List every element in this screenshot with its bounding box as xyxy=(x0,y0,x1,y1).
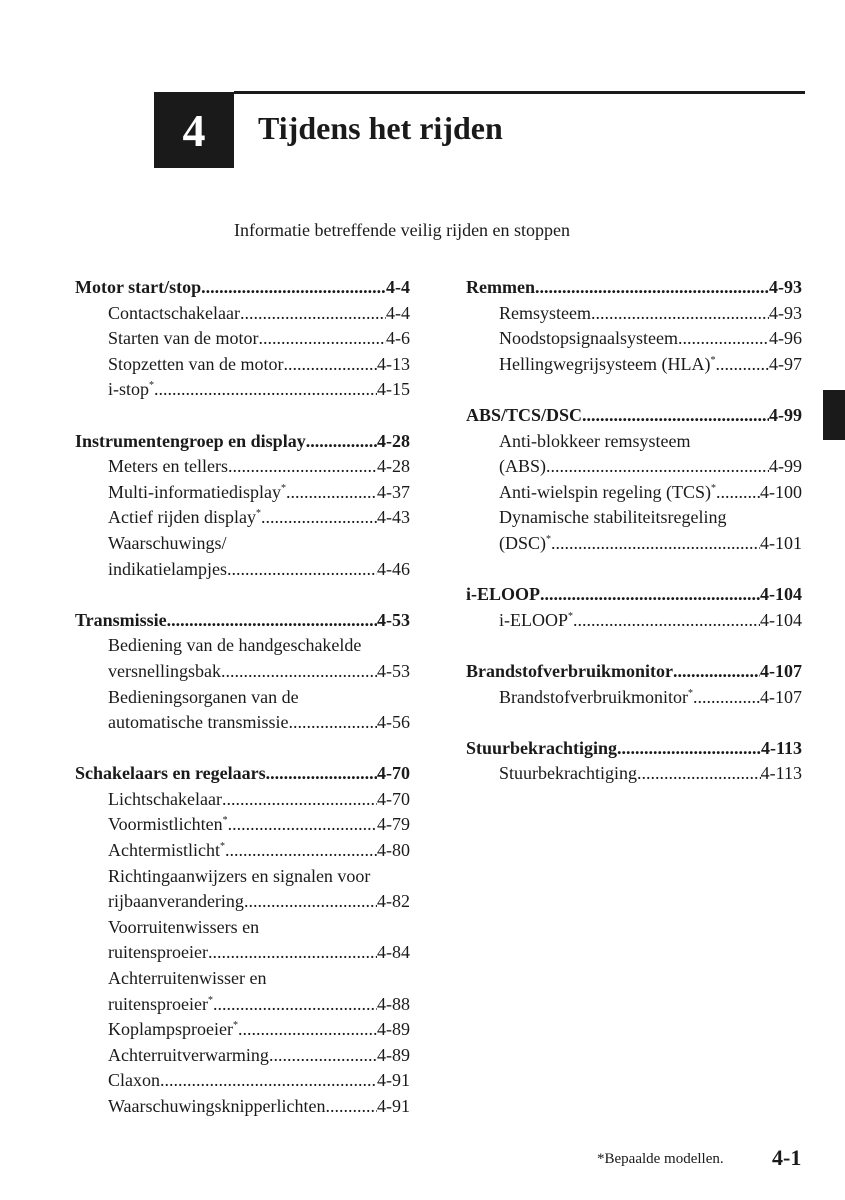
toc-entry[interactable] xyxy=(75,787,410,813)
toc-entry[interactable] xyxy=(75,352,410,378)
toc-entry[interactable] xyxy=(75,326,410,352)
toc-page-ref: 4-6 xyxy=(386,328,410,349)
dot-leader xyxy=(551,531,760,557)
dot-leader xyxy=(693,685,760,711)
footnote-asterisk: * xyxy=(710,482,716,494)
toc-entry-label: Bediening van de handgeschakelde xyxy=(108,635,362,656)
toc-entry[interactable] xyxy=(466,326,802,352)
toc-entry[interactable] xyxy=(75,940,410,966)
toc-entry-label: Brandstofverbruikmonitor xyxy=(499,686,688,707)
toc-entry-label: Anti-blokkeer remsysteem xyxy=(499,430,691,451)
toc-column-left xyxy=(75,275,410,1145)
toc-entry-label: Contactschakelaar xyxy=(108,302,240,323)
toc-entry[interactable] xyxy=(75,557,410,583)
toc-entry-label: Hellingwegrijsysteem (HLA) xyxy=(499,353,711,374)
dot-leader xyxy=(546,454,769,480)
section-tab-marker xyxy=(823,390,845,440)
footnote-asterisk: * xyxy=(255,508,261,520)
chapter-number: 4 xyxy=(182,104,206,156)
toc-page-ref: 4-70 xyxy=(377,788,410,809)
toc-entry[interactable] xyxy=(75,1043,410,1069)
toc-entry-label: Noodstopsignaalsysteem xyxy=(499,328,678,349)
dot-leader xyxy=(286,480,377,506)
toc-heading-label: Remmen xyxy=(466,277,535,297)
dot-leader xyxy=(221,659,377,685)
toc-heading[interactable] xyxy=(466,275,802,301)
toc-page-ref: 4-93 xyxy=(769,277,802,297)
toc-entry-label: Stuurbekrachtiging xyxy=(499,763,637,784)
toc-entry[interactable] xyxy=(466,301,802,327)
toc-page-ref: 4-101 xyxy=(760,532,802,553)
dot-leader xyxy=(582,403,769,429)
toc-entry[interactable] xyxy=(75,1094,410,1120)
page-number: 4-1 xyxy=(772,1145,802,1170)
toc-page-ref: 4-37 xyxy=(377,481,410,502)
toc-page-ref: 4-104 xyxy=(760,584,802,605)
dot-leader xyxy=(540,582,760,608)
dot-leader xyxy=(227,557,377,583)
toc-heading-label: Instrumentengroep en display xyxy=(75,430,306,451)
toc-entry[interactable] xyxy=(466,761,802,787)
toc-page-ref: 4-43 xyxy=(377,507,410,528)
toc-entry-label: Waarschuwingsknipperlichten xyxy=(108,1096,326,1116)
toc-page-ref: 4-79 xyxy=(377,814,410,835)
toc-page-ref: 4-82 xyxy=(377,891,410,912)
toc-section xyxy=(466,736,802,787)
toc-entry-label: indikatielampjes xyxy=(108,558,227,579)
toc-page-ref: 4-4 xyxy=(386,277,410,297)
dot-leader xyxy=(167,608,377,634)
toc-entry[interactable] xyxy=(75,377,410,403)
toc-entry-label: Multi-informatiedisplay xyxy=(108,481,281,502)
toc-page-ref: 4-56 xyxy=(377,712,410,733)
dot-leader xyxy=(269,1043,377,1069)
toc-entry-label: Koplampsproeier xyxy=(108,1019,233,1040)
footnote-asterisk: * xyxy=(568,610,573,622)
toc-page-ref: 4-91 xyxy=(377,1096,410,1116)
toc-entry-label: (DSC) xyxy=(499,532,547,553)
toc-entry[interactable] xyxy=(75,633,410,659)
toc-page-ref: 4-97 xyxy=(769,353,802,374)
toc-page-ref: 4-46 xyxy=(377,558,410,579)
toc-entry[interactable] xyxy=(75,915,410,941)
toc-page-ref: 4-53 xyxy=(377,660,410,681)
toc-entry-label: i-stop xyxy=(108,379,150,400)
toc-page-ref: 4-96 xyxy=(769,328,802,349)
toc-entry[interactable] xyxy=(75,1068,410,1094)
toc-entry[interactable] xyxy=(75,889,410,915)
toc-heading-label: ABS/TCS/DSC xyxy=(466,404,583,425)
toc-entry[interactable] xyxy=(466,480,802,506)
toc-page-ref: 4-70 xyxy=(377,763,410,784)
dot-leader xyxy=(261,505,377,531)
toc-entry-label: Dynamische stabiliteitsregeling xyxy=(499,507,727,528)
toc-entry[interactable] xyxy=(75,685,410,711)
toc-heading-label: Stuurbekrachtiging xyxy=(466,737,618,758)
toc-entry-label: ruitensproeier xyxy=(108,993,208,1014)
toc-entry-label: (ABS) xyxy=(499,456,547,477)
toc-entry[interactable] xyxy=(75,531,410,557)
toc-entry-label: rijbaanverandering xyxy=(108,891,244,912)
dot-leader xyxy=(637,761,761,787)
toc-heading-label: Motor start/stop xyxy=(75,277,202,297)
toc-entry-label: Voorruitenwissers en xyxy=(108,916,260,937)
toc-page-ref: 4-13 xyxy=(377,353,410,374)
toc-entry-label: Bedieningsorganen van de xyxy=(108,686,299,707)
toc-page-ref: 4-84 xyxy=(377,942,410,963)
toc-entry-label: Claxon xyxy=(108,1070,160,1091)
toc-page-ref: 4-88 xyxy=(377,993,410,1014)
toc-entry-label: Meters en tellers xyxy=(108,456,228,477)
footnote: *Bepaalde modellen. xyxy=(597,1151,724,1167)
toc-entry-label: Achterruitverwarming xyxy=(108,1044,269,1065)
toc-heading[interactable] xyxy=(75,275,410,301)
toc-heading-label: Schakelaars en regelaars xyxy=(75,763,266,784)
dot-leader xyxy=(160,1068,377,1094)
dot-leader xyxy=(617,736,761,762)
toc-heading[interactable] xyxy=(75,608,410,634)
toc-page-ref: 4-80 xyxy=(377,840,410,861)
footnote-asterisk: * xyxy=(710,354,716,366)
toc-page-ref: 4-28 xyxy=(377,430,410,451)
title-rule xyxy=(234,91,805,94)
toc-entry-label: Achtermistlicht xyxy=(108,840,220,861)
toc-entry[interactable] xyxy=(75,864,410,890)
toc-heading[interactable] xyxy=(466,403,802,429)
toc-entry-label: Voormistlichten xyxy=(108,814,223,835)
toc-entry[interactable] xyxy=(466,352,802,378)
toc-section xyxy=(75,761,410,1119)
toc-section xyxy=(75,608,410,736)
dot-leader xyxy=(208,940,377,966)
toc-entry-label: Remsysteem xyxy=(499,302,591,323)
toc-entry[interactable] xyxy=(75,838,410,864)
toc-page-ref: 4-4 xyxy=(386,302,410,323)
toc-entry[interactable] xyxy=(466,608,802,634)
dot-leader xyxy=(244,889,377,915)
toc-entry[interactable] xyxy=(75,1017,410,1043)
footnote-asterisk: * xyxy=(687,687,693,699)
chapter-title: Tijdens het rijden xyxy=(258,110,503,146)
footnote-asterisk: * xyxy=(222,815,228,827)
toc-heading-label: Transmissie xyxy=(75,609,167,630)
toc-page-ref: 4-93 xyxy=(769,302,802,323)
toc-section xyxy=(75,275,410,403)
toc-entry[interactable] xyxy=(75,966,410,992)
toc-entry-label: i-ELOOP xyxy=(499,609,568,630)
dot-leader xyxy=(715,352,769,378)
toc-page-ref: 4-100 xyxy=(760,481,802,502)
toc-heading[interactable] xyxy=(75,429,410,455)
footnote-asterisk: * xyxy=(149,380,155,392)
toc-entry-label: Starten van de motor xyxy=(108,328,259,349)
dot-leader xyxy=(306,429,377,455)
dot-leader xyxy=(228,454,377,480)
toc-entry[interactable] xyxy=(466,429,802,455)
footnote-asterisk: * xyxy=(280,482,286,494)
toc-entry[interactable] xyxy=(75,505,410,531)
toc-page-ref: 4-53 xyxy=(377,609,410,630)
toc-entry-label: versnellingsbak xyxy=(108,660,221,681)
toc-page-ref: 4-89 xyxy=(377,1044,410,1065)
toc-entry-label: Actief rijden display xyxy=(108,507,256,528)
toc-heading[interactable] xyxy=(466,659,802,685)
footnote-asterisk: * xyxy=(207,994,213,1006)
toc-page-ref: 4-15 xyxy=(377,379,410,400)
toc-page-ref: 4-113 xyxy=(760,737,802,758)
toc-section xyxy=(75,429,410,583)
dot-leader xyxy=(238,1017,377,1043)
toc-section xyxy=(466,659,802,710)
toc-entry[interactable] xyxy=(466,505,802,531)
dot-leader xyxy=(240,301,386,327)
dot-leader xyxy=(326,1094,378,1120)
toc-page-ref: 4-99 xyxy=(769,404,802,425)
footnote-asterisk: * xyxy=(219,841,225,853)
toc-page-ref: 4-104 xyxy=(760,609,802,630)
dot-leader xyxy=(201,275,386,301)
toc-entry[interactable] xyxy=(75,812,410,838)
toc-entry[interactable] xyxy=(75,480,410,506)
dot-leader xyxy=(673,659,760,685)
dot-leader xyxy=(535,275,769,301)
toc-section xyxy=(466,582,802,633)
toc-page-ref: 4-28 xyxy=(377,456,410,477)
dot-leader xyxy=(283,352,377,378)
toc-heading-label: i-ELOOP xyxy=(466,584,541,605)
toc-section xyxy=(466,403,802,557)
toc-page-ref: 4-107 xyxy=(760,660,802,681)
toc-entry[interactable] xyxy=(466,454,802,480)
toc-entry-label: ruitensproeier xyxy=(108,942,208,963)
toc-heading[interactable] xyxy=(466,582,802,608)
footnote-asterisk: * xyxy=(546,533,552,545)
toc-heading[interactable] xyxy=(75,761,410,787)
dot-leader xyxy=(228,812,377,838)
dot-leader xyxy=(258,326,386,352)
toc-entry-label: Anti-wielspin regeling (TCS) xyxy=(499,481,711,502)
dot-leader xyxy=(678,326,769,352)
dot-leader xyxy=(213,992,377,1018)
toc-entry[interactable] xyxy=(466,685,802,711)
toc-section xyxy=(466,275,802,377)
dot-leader xyxy=(266,761,377,787)
toc-entry-label: automatische transmissie xyxy=(108,712,289,733)
dot-leader xyxy=(716,480,760,506)
toc-page-ref: 4-99 xyxy=(769,456,802,477)
toc-page-ref: 4-113 xyxy=(760,763,802,784)
toc-entry[interactable] xyxy=(75,454,410,480)
toc-entry[interactable] xyxy=(75,659,410,685)
toc-heading-label: Brandstofverbruikmonitor xyxy=(466,660,673,681)
toc-entry[interactable] xyxy=(75,710,410,736)
toc-heading[interactable] xyxy=(466,736,802,762)
dot-leader xyxy=(573,608,760,634)
dot-leader xyxy=(591,301,769,327)
chapter-number-box xyxy=(154,92,234,168)
dot-leader xyxy=(222,787,377,813)
toc-entry[interactable] xyxy=(466,531,802,557)
toc-entry[interactable] xyxy=(75,301,410,327)
toc-page-ref: 4-89 xyxy=(377,1019,410,1040)
dot-leader xyxy=(154,377,377,403)
chapter-subtitle: Informatie betreffende veilig rijden en stoppen xyxy=(234,220,571,240)
toc-page-ref: 4-107 xyxy=(760,686,802,707)
footnote-asterisk: * xyxy=(232,1020,238,1032)
toc-column-right xyxy=(466,275,802,812)
dot-leader xyxy=(225,838,377,864)
toc-entry-label: Stopzetten van de motor xyxy=(108,353,284,374)
toc-entry-label: Waarschuwings/ xyxy=(108,532,227,553)
dot-leader xyxy=(288,710,377,736)
toc-entry-label: Lichtschakelaar xyxy=(108,788,222,809)
toc-entry-label: Richtingaanwijzers en signalen voor xyxy=(108,865,371,886)
toc-page-ref: 4-91 xyxy=(377,1070,410,1091)
toc-entry-label: Achterruitenwisser en xyxy=(108,968,267,989)
toc-entry[interactable] xyxy=(75,992,410,1018)
